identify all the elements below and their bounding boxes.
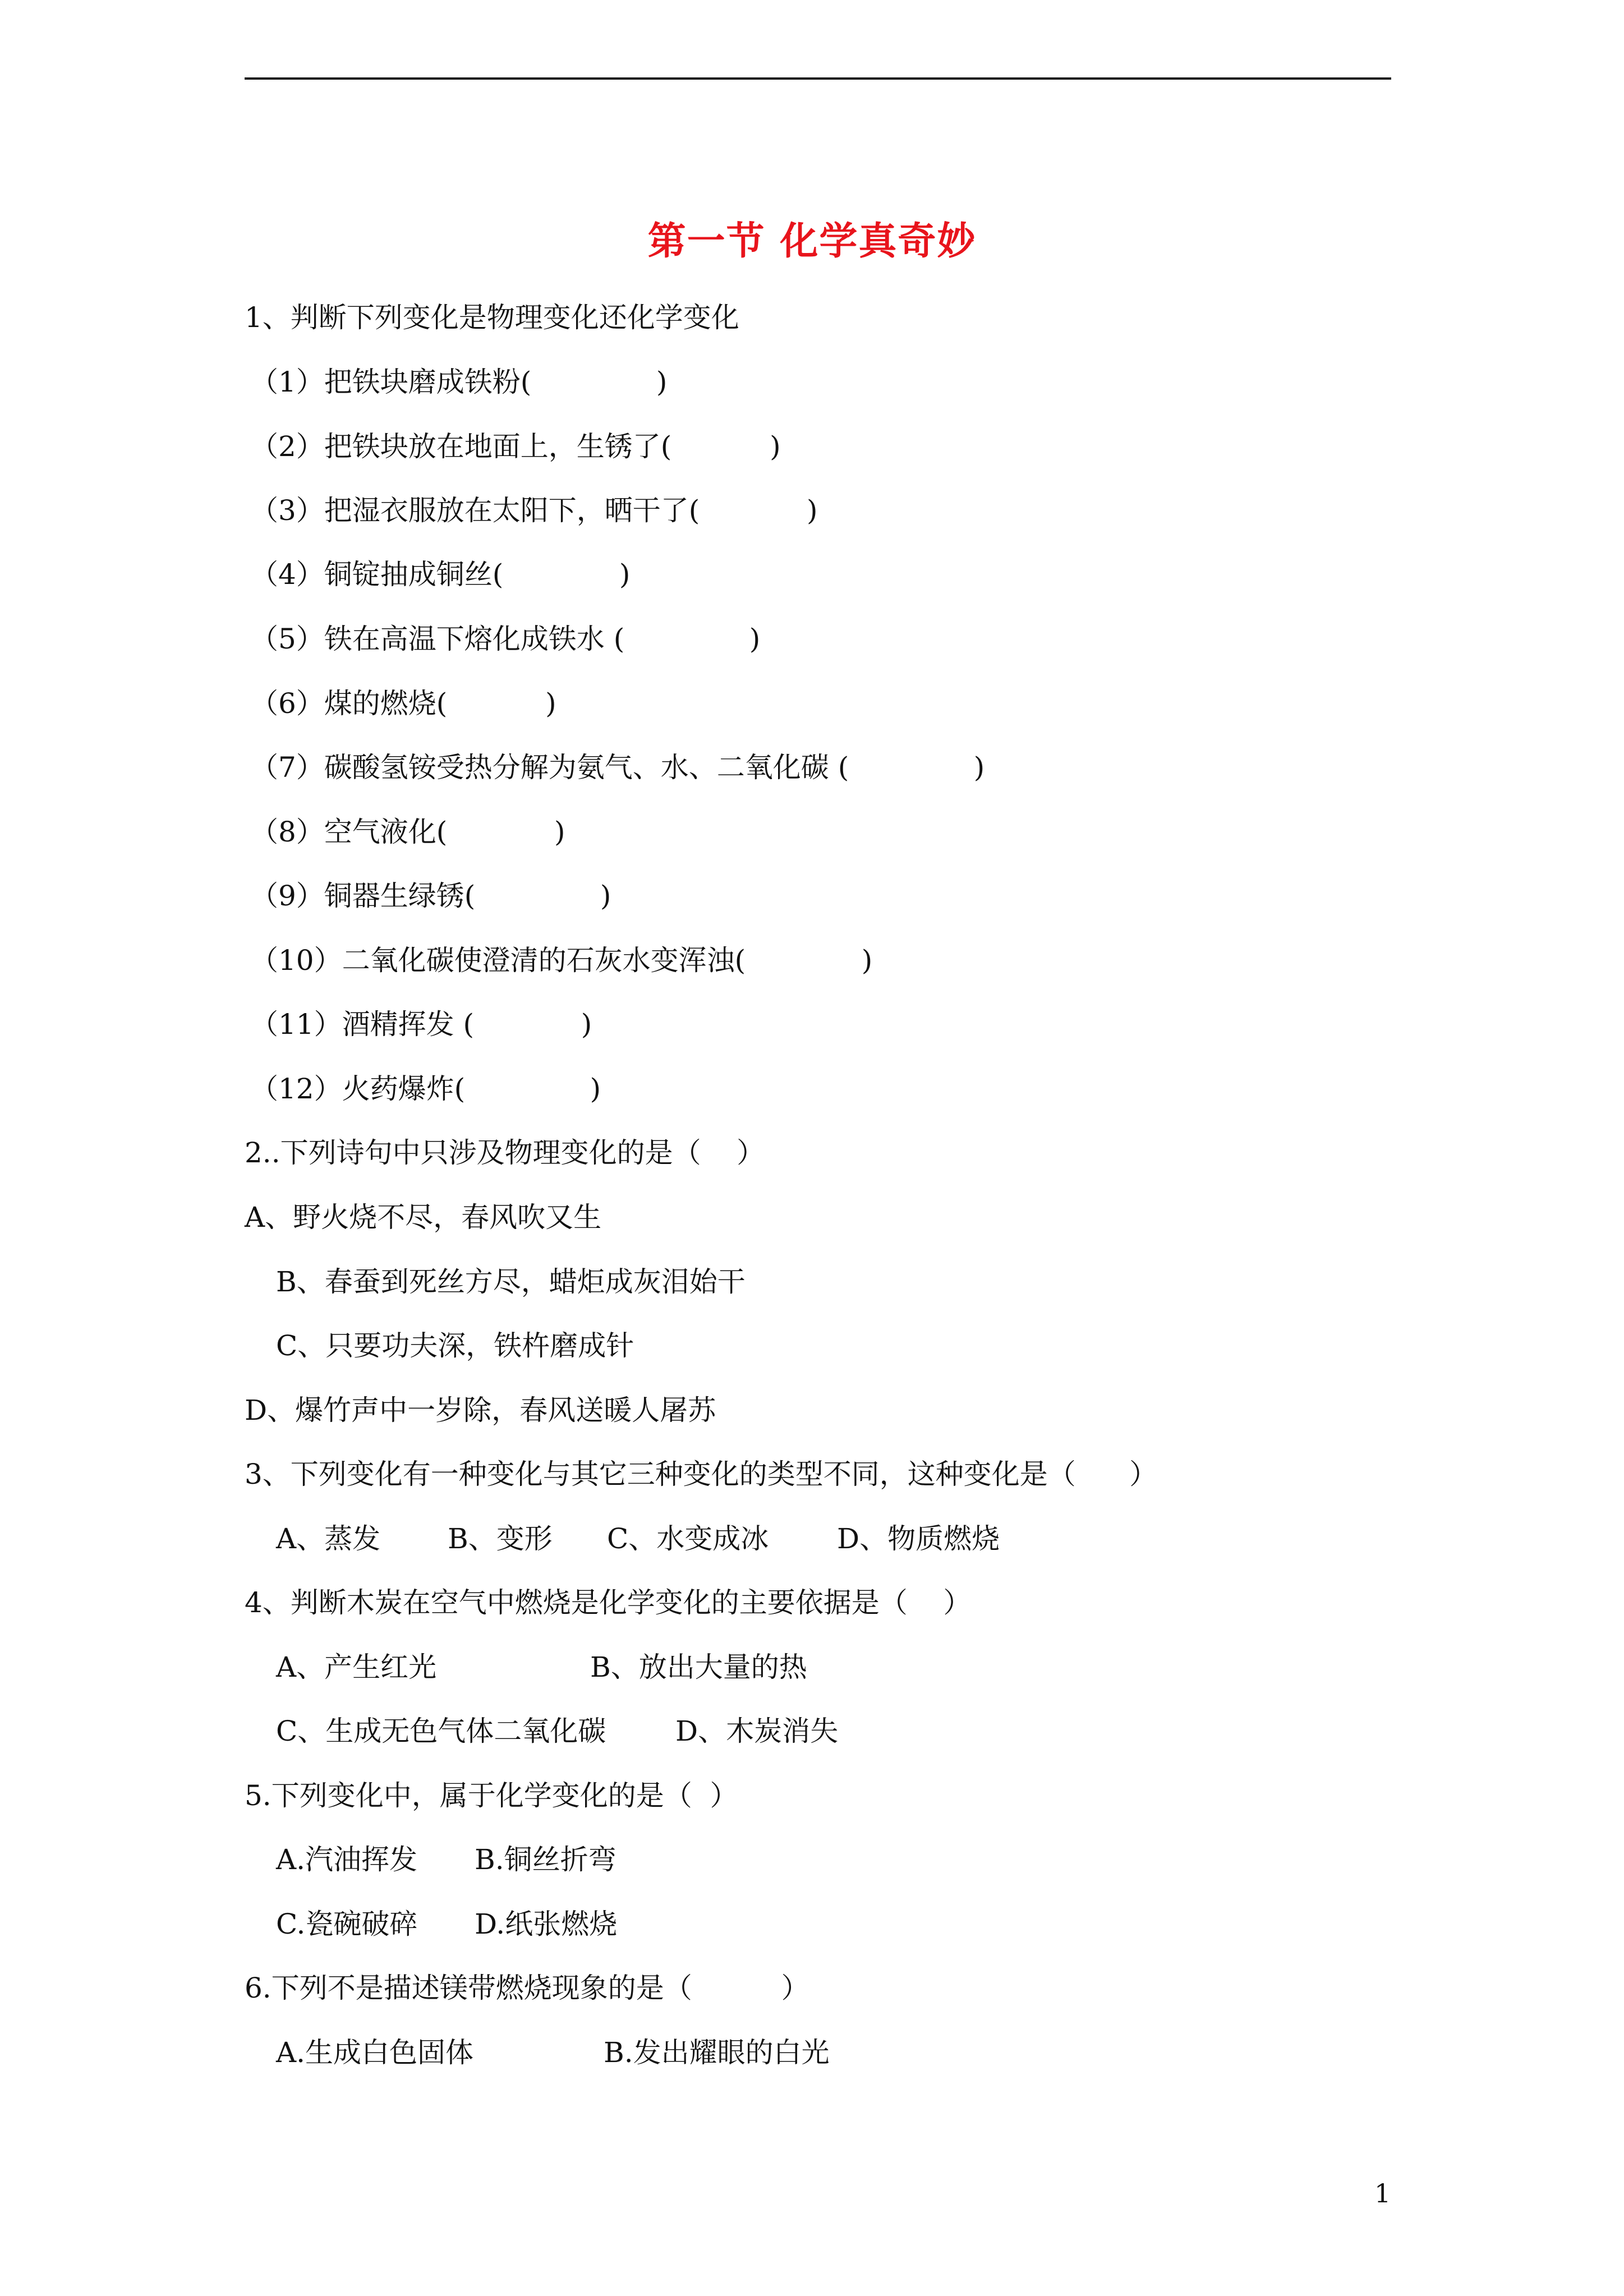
question-5-option: C.瓷碗破碎 — [276, 1908, 418, 1940]
question-2-option: A、野火烧不尽，春风吹又生 — [245, 1201, 602, 1234]
question-2-option: B、春蚕到死丝方尽，蜡炬成灰泪始干 — [276, 1266, 746, 1298]
question-1-item: （7）碳酸氢铵受热分解为氨气、水、二氧化碳 ( ) — [250, 751, 985, 784]
page-number: 1 — [1374, 2178, 1391, 2208]
question-3-option: C、水变成冰 — [607, 1522, 769, 1555]
question-6-option: A.生成白色固体 — [276, 2036, 474, 2069]
question-5-options-row-1 — [276, 1841, 1061, 1878]
question-5-option: B.铜丝折弯 — [475, 1843, 617, 1876]
question-6-option: B.发出耀眼的白光 — [604, 2036, 830, 2069]
question-2-stem: 2..下列诗句中只涉及物理变化的是（ ） — [245, 1137, 765, 1169]
question-1-item: （5）铁在高温下熔化成铁水 ( ) — [250, 623, 761, 655]
question-1-item: （4）铜锭抽成铜丝( ) — [250, 558, 631, 591]
question-2-option: C、只要功夫深，铁杵磨成针 — [276, 1329, 634, 1362]
question-4-option: C、生成无色气体二氧化碳 — [276, 1715, 606, 1747]
question-3-option: A、蒸发 — [276, 1522, 381, 1555]
header-rule — [245, 77, 1391, 80]
question-5-option: D.纸张燃烧 — [475, 1908, 618, 1940]
question-2-option: D、爆竹声中一岁除，春风送暖人屠苏 — [245, 1394, 716, 1427]
question-6-options-row-1 — [276, 2034, 1061, 2071]
question-1-item: （10）二氧化碳使澄清的石灰水变浑浊( ) — [250, 944, 873, 977]
question-3-option: D、物质燃烧 — [837, 1522, 1000, 1555]
question-1-item: （2）把铁块放在地面上，生锈了( ) — [250, 430, 781, 463]
question-3-options — [276, 1520, 1061, 1557]
question-4-option: B、放出大量的热 — [590, 1651, 807, 1683]
question-4-option: A、产生红光 — [276, 1651, 437, 1683]
question-4-options-row-1 — [276, 1649, 1061, 1686]
question-5-option: A.汽油挥发 — [276, 1843, 418, 1876]
question-1-item: （1）把铁块磨成铁粉( ) — [250, 366, 668, 398]
question-1-item: （8）空气液化( ) — [250, 816, 565, 848]
question-4-options-row-2 — [276, 1713, 1061, 1750]
question-3-stem: 3、下列变化有一种变化与其它三种变化的类型不同，这种变化是（ ） — [245, 1458, 1158, 1490]
question-1-stem: 1、判断下列变化是物理变化还化学变化 — [245, 301, 739, 334]
question-1-item: （3）把湿衣服放在太阳下，晒干了( ) — [250, 494, 818, 527]
question-1-item: （11）酒精挥发 ( ) — [250, 1008, 592, 1041]
question-1-item: （6）煤的燃烧( ) — [250, 687, 556, 720]
question-5-stem: 5.下列变化中，属于化学变化的是（ ） — [245, 1779, 738, 1812]
question-1-item: （9）铜器生绿锈( ) — [250, 880, 611, 912]
question-6-stem: 6.下列不是描述镁带燃烧现象的是（ ） — [245, 1972, 809, 2004]
page-title: 第一节 化学真奇妙 — [647, 219, 977, 264]
question-4-option: D、木炭消失 — [675, 1715, 839, 1747]
question-1-item: （12）火药爆炸( ) — [250, 1073, 601, 1105]
question-4-stem: 4、判断木炭在空气中燃烧是化学变化的主要依据是（ ） — [245, 1586, 972, 1619]
question-3-option: B、变形 — [448, 1522, 553, 1555]
question-5-options-row-2 — [276, 1906, 1061, 1943]
